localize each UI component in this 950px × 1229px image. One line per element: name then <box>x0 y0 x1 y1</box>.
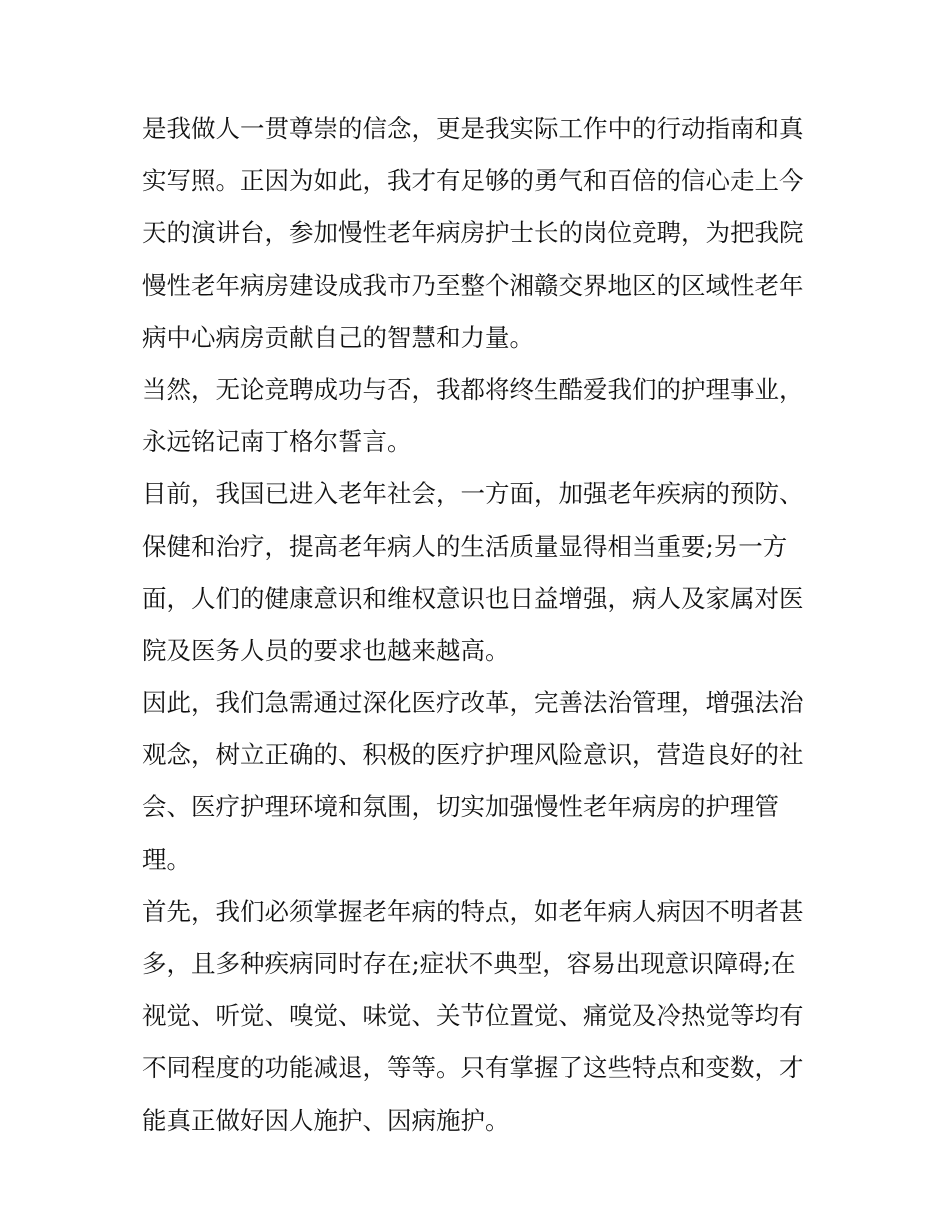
text-line: 能真正做好因人施护、因病施护。 <box>142 1105 510 1135</box>
document-body <box>142 103 822 1147</box>
text-line: 慢性老年病房建设成我市乃至整个湘赣交界地区的区域性老年 <box>142 270 804 300</box>
text-line: 病中心病房贡献自己的智慧和力量。 <box>142 322 534 352</box>
text-line: 不同程度的功能减退，等等。只有掌握了这些特点和变数，才 <box>142 1053 804 1083</box>
text-line: 当然，无论竞聘成功与否，我都将终生酷爱我们的护理事业， <box>142 374 804 404</box>
paragraph-5 <box>142 886 822 1147</box>
text-line: 因此，我们急需通过深化医疗改革，完善法治管理，增强法治 <box>142 688 804 718</box>
text-line: 院及医务人员的要求也越来越高。 <box>142 635 510 665</box>
text-line: 视觉、听觉、嗅觉、味觉、关节位置觉、痛觉及冷热觉等均有 <box>142 1001 804 1031</box>
text-line: 天的演讲台，参加慢性老年病房护士长的岗位竞聘，为把我院 <box>142 218 804 248</box>
text-line: 观念，树立正确的、积极的医疗护理风险意识，营造良好的社 <box>142 740 804 770</box>
text-line: 永远铭记南丁格尔誓言。 <box>142 427 412 457</box>
text-line: 实写照。正因为如此，我才有足够的勇气和百倍的信心走上今 <box>142 166 804 196</box>
text-line: 首先，我们必须掌握老年病的特点，如老年病人病因不明者甚 <box>142 896 804 926</box>
text-line: 目前，我国已进入老年社会，一方面，加强老年疾病的预防、 <box>142 479 804 509</box>
text-line: 保健和治疗，提高老年病人的生活质量显得相当重要;另一方 <box>142 531 788 561</box>
text-line: 会、医疗护理环境和氛围，切实加强慢性老年病房的护理管 <box>142 792 779 822</box>
paragraph-2 <box>142 364 822 468</box>
text-line: 面，人们的健康意识和维权意识也日益增强，病人及家属对医 <box>142 583 804 613</box>
text-line: 多，且多种疾病同时存在;症状不典型，容易出现意识障碍;在 <box>142 949 796 978</box>
paragraph-4 <box>142 677 822 886</box>
paragraph-1 <box>142 103 822 364</box>
paragraph-3 <box>142 468 822 677</box>
text-line: 理。 <box>142 844 191 874</box>
text-line: 是我做人一贯尊崇的信念，更是我实际工作中的行动指南和真 <box>142 114 804 143</box>
